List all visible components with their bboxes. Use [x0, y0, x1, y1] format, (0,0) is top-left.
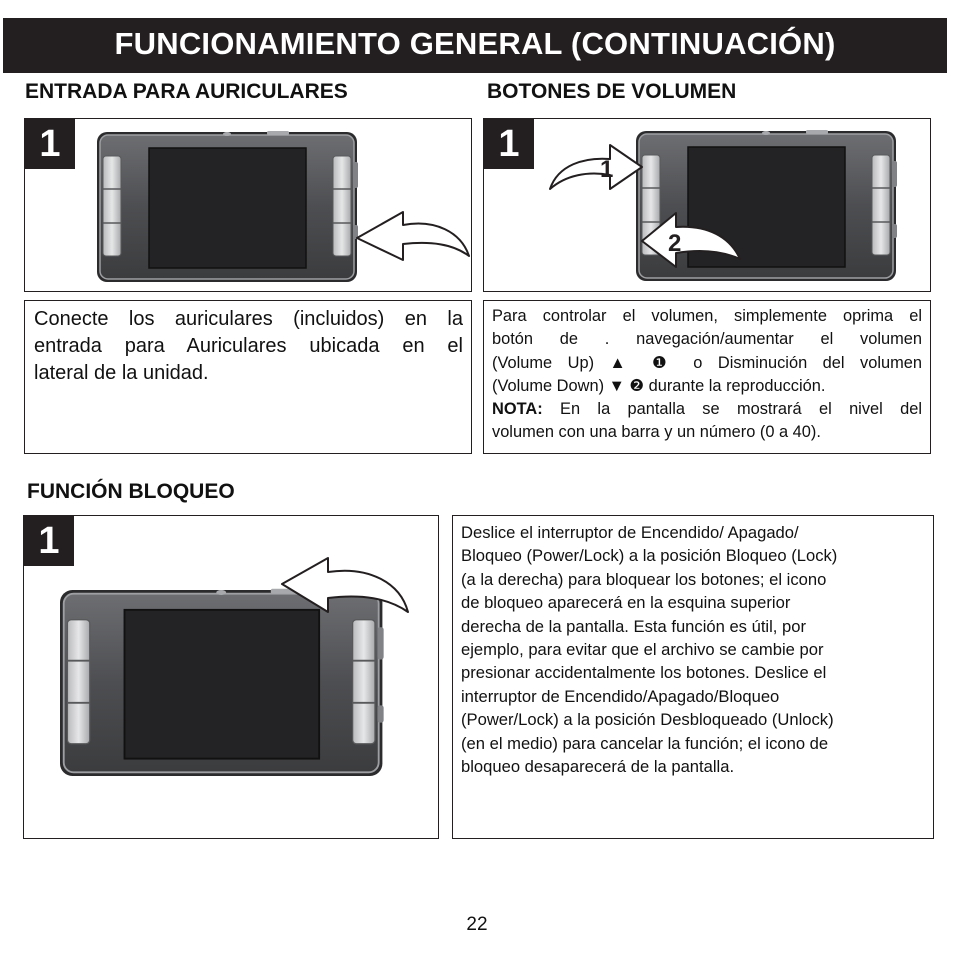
text-line: Bloqueo (Power/Lock) a la posición Bloqueo (Lock) [461, 546, 838, 566]
text-line: Conecte los auriculares (incluidos) en la [34, 308, 463, 330]
headphones-instructions [34, 306, 463, 387]
text-line: (a la derecha) para bloquear los botones; el icono [461, 569, 827, 589]
volume-instructions [492, 305, 922, 445]
step-badge: 1 [24, 516, 74, 566]
text-line: botón de . navegación/aumentar el volumen [492, 330, 922, 349]
arrow-up-icon [550, 145, 642, 189]
device-illustration [97, 127, 477, 287]
arrow-up-label: 1 [600, 156, 614, 183]
text-line: (Volume Down) ▼ ❷ durante la reproducción. [492, 376, 826, 395]
volume-image-panel [483, 118, 931, 292]
arrow-down-label: 2 [668, 230, 682, 257]
note-label: NOTA: [492, 400, 543, 419]
text-line: entrada para Auriculares ubicada en el [34, 335, 463, 357]
headphones-text-box [24, 300, 472, 454]
lock-text-box [452, 515, 934, 839]
text-line: de bloqueo aparecerá en la esquina superior [461, 593, 791, 613]
note-line [492, 398, 922, 421]
text-line: interruptor de Encendido/Apagado/Bloqueo [461, 686, 780, 706]
text-line: bloqueo desaparecerá de la pantalla. [461, 757, 735, 777]
headphones-heading: ENTRADA PARA AURICULARES [25, 80, 348, 103]
curved-arrow-icon [357, 212, 469, 260]
text-line: Deslice el interruptor de Encendido/ Apagado/ [461, 523, 799, 542]
text-line: (en el medio) para cancelar la función; el icono de [461, 733, 829, 753]
note-text: En la pantalla se mostrará el nivel del [542, 400, 922, 419]
page-number: 22 [466, 914, 488, 935]
lock-image-panel [23, 515, 439, 839]
step-badge: 1 [25, 119, 75, 169]
step-badge: 1 [484, 119, 534, 169]
device-illustration [60, 554, 440, 794]
text-line: ejemplo, para evitar que el archivo se cambie por [461, 640, 824, 660]
volume-heading: BOTONES DE VOLUMEN [487, 80, 737, 103]
device-illustration [544, 119, 929, 291]
text-line: volumen con una barra y un número (0 a 40). [492, 423, 821, 442]
header-bar [3, 18, 947, 73]
text-line: (Volume Up) ▲ ❶ o Disminución del volumen [492, 353, 922, 372]
lock-heading: FUNCIÓN BLOQUEO [27, 480, 235, 503]
page-title: FUNCIONAMIENTO GENERAL (CONTINUACIÓN) [114, 26, 836, 61]
text-line: derecha de la pantalla. Esta función es útil, por [461, 616, 807, 636]
volume-text-box [483, 300, 931, 454]
lock-instructions [461, 521, 927, 778]
text-line: presionar accidentalmente los botones. Deslice el [461, 663, 827, 683]
headphones-image-panel [24, 118, 472, 292]
text-line: lateral de la unidad. [34, 362, 209, 384]
text-line: (Power/Lock) a la posición Desbloqueado (Unlock) [461, 710, 834, 730]
text-line: Para controlar el volumen, simplemente oprima el [492, 307, 922, 325]
